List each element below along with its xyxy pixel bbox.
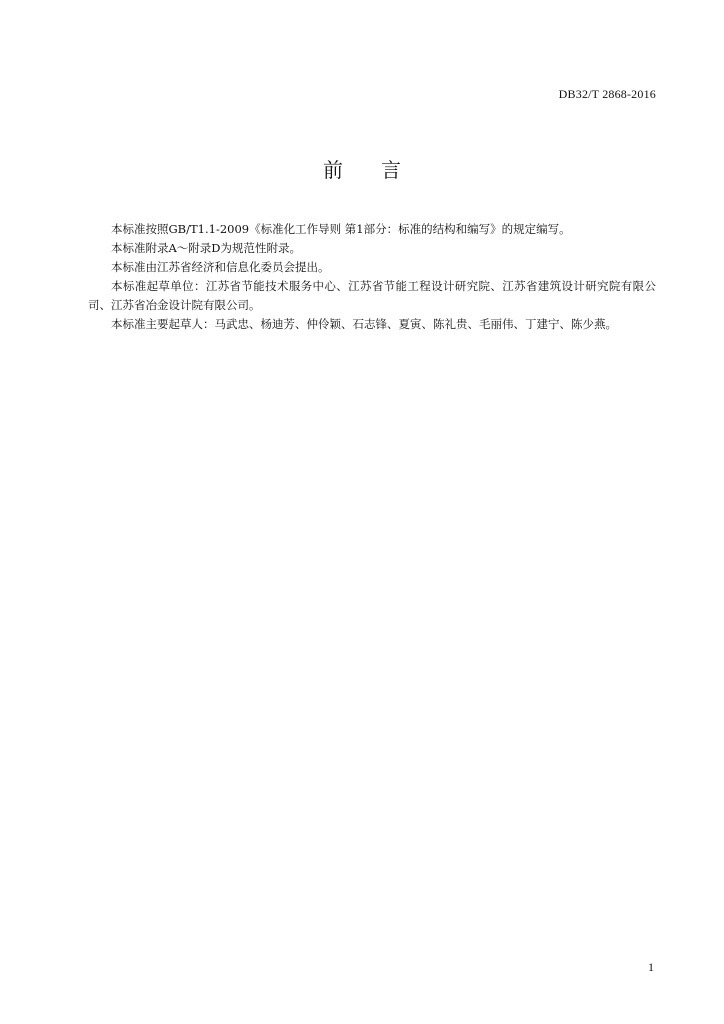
- paragraph-drafting-units: 本标准起草单位：江苏省节能技术服务中心、江苏省节能工程设计研究院、江苏省建筑设计研究院有限公司、江苏省冶金设计院有限公司。: [88, 279, 656, 312]
- paragraph-drafting-rules: 本标准按照GB/T1.1-2009《标准化工作导则 第1部分：标准的结构和编写》的规定编写。: [111, 222, 571, 236]
- paragraph-appendices: 本标准附录A～附录D为规范性附录。: [111, 241, 302, 255]
- paragraph-drafters: 本标准主要起草人：马武忠、杨迪芳、仲伶颖、石志锋、夏寅、陈礼贵、毛丽伟、丁建宁、陈少燕。: [111, 317, 617, 331]
- page-number: 1: [648, 960, 654, 974]
- foreword-body: [88, 220, 656, 334]
- paragraph-proposer: 本标准由江苏省经济和信息化委员会提出。: [111, 260, 330, 274]
- document-code: DB32/T 2868-2016: [558, 87, 656, 101]
- page-title: 前言: [323, 158, 439, 182]
